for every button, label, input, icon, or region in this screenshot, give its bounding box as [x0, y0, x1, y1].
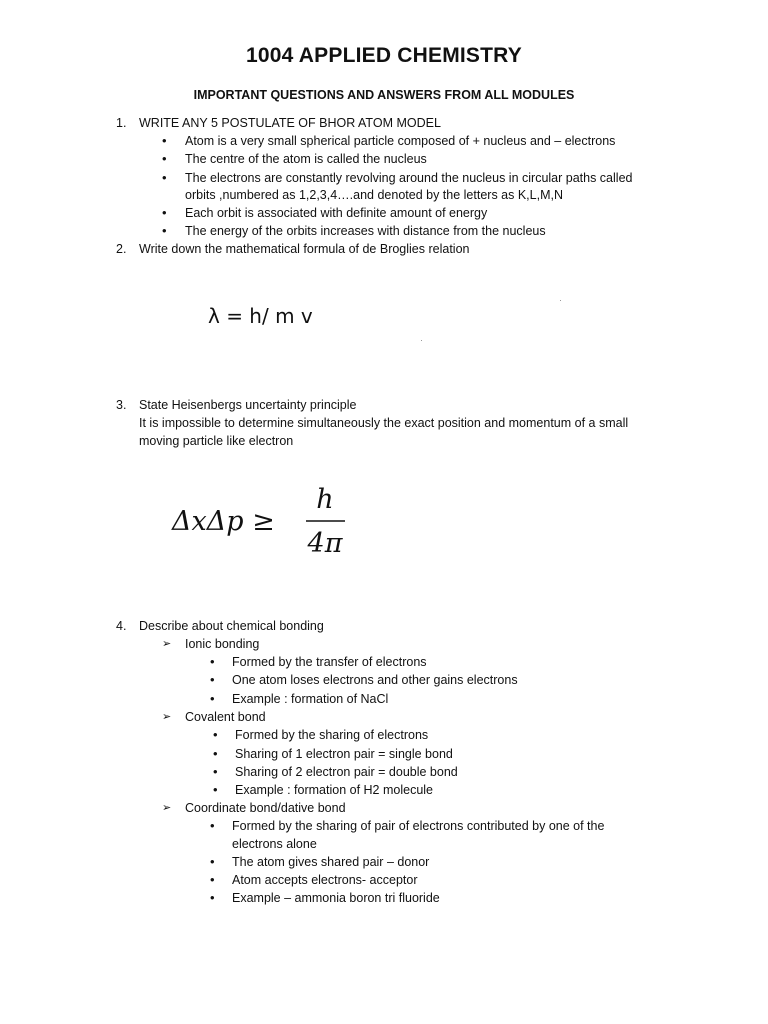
- q3-number: 3.: [116, 398, 127, 412]
- bullet-icon: •: [210, 654, 215, 669]
- arrow-bullet-icon: ➢: [162, 638, 172, 650]
- document-title: 1004 APPLIED CHEMISTRY: [246, 44, 522, 67]
- formula-numerator: h: [316, 484, 334, 515]
- q4-heading: Describe about chemical bonding: [139, 619, 324, 633]
- coordinate-item-1: Formed by the sharing of pair of electrons contributed by one of the: [232, 819, 605, 833]
- coordinate-bond-label: Coordinate bond/dative bond: [185, 801, 346, 815]
- q3-statement-line-1: It is impossible to determine simultaneously the exact position and momentum of a small: [139, 416, 629, 430]
- coordinate-item-1-continuation: electrons alone: [232, 837, 317, 851]
- coordinate-item-2: The atom gives shared pair – donor: [232, 855, 430, 869]
- coordinate-item-4: Example – ammonia boron tri fluoride: [232, 891, 440, 905]
- bullet-icon: •: [162, 205, 167, 220]
- q2-number: 2.: [116, 242, 127, 256]
- bullet-icon: •: [210, 872, 215, 887]
- coordinate-item-3: Atom accepts electrons- acceptor: [232, 873, 418, 887]
- covalent-item-1: Formed by the sharing of electrons: [235, 728, 429, 742]
- ionic-bonding-label: Ionic bonding: [185, 637, 260, 651]
- scan-speck: [421, 340, 422, 341]
- q1-number: 1.: [116, 116, 127, 130]
- bullet-icon: •: [162, 151, 167, 166]
- covalent-item-2: Sharing of 1 electron pair = single bond: [235, 747, 453, 761]
- covalent-item-3: Sharing of 2 electron pair = double bond: [235, 765, 458, 779]
- formula-denominator: 4π: [307, 528, 343, 559]
- q1-bullet-1: Atom is a very small spherical particle composed of + nucleus and – electrons: [185, 134, 616, 148]
- covalent-bond-label: Covalent bond: [185, 710, 266, 724]
- q1-bullet-2: The centre of the atom is called the nucleus: [185, 152, 427, 166]
- ionic-item-3: Example : formation of NaCl: [232, 692, 389, 706]
- ionic-item-2: One atom loses electrons and other gains electrons: [232, 673, 518, 687]
- q4-number: 4.: [116, 619, 127, 633]
- q1-heading: WRITE ANY 5 POSTULATE OF BHOR ATOM MODEL: [139, 116, 441, 130]
- document-subtitle: IMPORTANT QUESTIONS AND ANSWERS FROM ALL MODULES: [193, 88, 575, 102]
- bullet-icon: •: [213, 727, 218, 742]
- scan-speck: [560, 300, 561, 301]
- heisenberg-formula: [170, 480, 370, 560]
- de-broglie-formula: λ = h/ m v: [208, 304, 313, 328]
- arrow-bullet-icon: ➢: [162, 802, 172, 814]
- bullet-icon: •: [210, 691, 215, 706]
- bullet-icon: •: [162, 223, 167, 238]
- q1-bullet-3: The electrons are constantly revolving around the nucleus in circular paths called: [185, 171, 633, 185]
- arrow-bullet-icon: ➢: [162, 711, 172, 723]
- bullet-icon: •: [210, 672, 215, 687]
- bullet-icon: •: [210, 818, 215, 833]
- formula-lhs: ΔxΔp ≥: [172, 506, 275, 537]
- bullet-icon: •: [210, 854, 215, 869]
- q1-bullet-3-continuation: orbits ,numbered as 1,2,3,4….and denoted by the letters as K,L,M,N: [185, 188, 563, 202]
- q2-heading: Write down the mathematical formula of de Broglies relation: [139, 242, 470, 256]
- bullet-icon: •: [162, 133, 167, 148]
- q1-bullet-5: The energy of the orbits increases with distance from the nucleus: [185, 224, 546, 238]
- covalent-item-4: Example : formation of H2 molecule: [235, 783, 434, 797]
- q3-statement-line-2: moving particle like electron: [139, 434, 294, 448]
- bullet-icon: •: [210, 890, 215, 905]
- q3-heading: State Heisenbergs uncertainty principle: [139, 398, 357, 412]
- bullet-icon: •: [213, 764, 218, 779]
- bullet-icon: •: [162, 170, 167, 185]
- q1-bullet-4: Each orbit is associated with definite amount of energy: [185, 206, 488, 220]
- bullet-icon: •: [213, 782, 218, 797]
- ionic-item-1: Formed by the transfer of electrons: [232, 655, 427, 669]
- bullet-icon: •: [213, 746, 218, 761]
